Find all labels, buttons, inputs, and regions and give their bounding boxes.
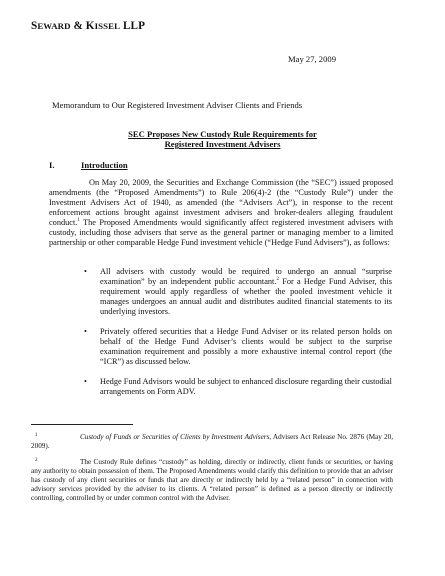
- bullet-marker: •: [84, 377, 87, 386]
- section-heading: [49, 160, 128, 170]
- bullet-item-surprise-exam: [84, 267, 392, 317]
- intro-paragraph: [49, 178, 393, 248]
- document-title: [0, 129, 445, 149]
- bullet-1-text-b: For a Hedge Fund Adviser, this requirement would apply regardless of whether the pooled investment vehicle it manages undergoes an annual audit and distributes audited financial statements to its underlying investors.: [100, 277, 392, 316]
- footnote-ref-1: 1: [77, 218, 80, 224]
- firm-amp-k: & K: [70, 20, 95, 32]
- bullet-3-text: Hedge Fund Advisors would be subject to enhanced disclosure regarding their custodial arrangements on Form ADV.: [100, 377, 392, 396]
- firm-letterhead: [31, 20, 145, 32]
- intro-text-2: The Proposed Amendments would significantly affect registered investment advisers with custody, including those advisers that serve as the general partner or managing member to a limited partnership or other comparable Hedge Fund investment vehicle (“Hedge Fund Advisers”), as follows:: [49, 218, 393, 247]
- bullet-1-text-a: All advisers with custody would be required to undergo an annual “surprise examination” by an independent public accountant.: [100, 267, 392, 286]
- footnote-1-citation: , Advisers Act Release No. 2876 (May 20, 2009).: [31, 433, 393, 450]
- firm-initial-s: S: [31, 20, 38, 32]
- bullet-item-disclosure: [84, 377, 392, 397]
- bullet-marker: •: [84, 327, 87, 336]
- memo-date: May 27, 2009: [288, 54, 336, 64]
- firm-llp: LLP: [120, 20, 146, 32]
- footnote-divider: [31, 424, 133, 425]
- footnote-ref-2: 2: [276, 277, 279, 283]
- memo-addressee-line: Memorandum to Our Registered Investment Adviser Clients and Friends: [52, 100, 303, 110]
- footnote-1: [31, 433, 393, 451]
- footnote-2-mark: 2: [35, 458, 38, 463]
- bullet-item-private-securities: [84, 327, 392, 367]
- bullet-2-text: Privately offered securities that a Hedge Fund Adviser or its related person holds on behalf of the Hedge Fund Adviser’s clients would be subject to the surprise examination requirement and possibly a more exhaustive internal control report (the “ICR”) as discussed below.: [100, 327, 392, 366]
- footnote-2: [31, 458, 393, 503]
- section-number: I.: [49, 160, 55, 170]
- footnote-1-release-title: Custody of Funds or Securities of Clients by Investment Advisers: [80, 433, 270, 441]
- section-title: Introduction: [81, 160, 128, 170]
- footnote-1-mark: 1: [35, 433, 38, 438]
- title-line-1: SEC Proposes New Custody Rule Requirements for: [128, 129, 317, 139]
- footnote-1-text: [31, 433, 393, 451]
- firm-smallcaps-eward: EWARD: [37, 21, 71, 31]
- title-line-2: Registered Investment Advisers: [164, 139, 281, 149]
- footnote-2-text: The Custody Rule defines “custody” as holding, directly or indirectly, client funds or securities, or having any authority to obtain possession of them. The Proposed Amendments would clarify this definition to provide that an adviser has custody of any client securities or funds that are directly or indirectly held by a “related person” in connection with advisory services provided by the adviser to its clients. A “related person” is defined as a person directly or indirectly controlling, controlled by or under common control with the Adviser.: [31, 458, 393, 502]
- bullet-marker: •: [84, 267, 87, 276]
- intro-text-1: On May 20, 2009, the Securities and Exchange Commission (the “SEC”) issued proposed amendments (the “Proposed Amendments”) to Rule 206(4)-2 (the “Custody Rule”) under the Investment Advisers Act of 1940, as amended (the “Advisers Act”), in response to the recent enforcement actions brought against investment advisers and broker-dealers alleging fraudulent conduct.: [49, 178, 393, 227]
- firm-smallcaps-issel: ISSEL: [94, 21, 121, 31]
